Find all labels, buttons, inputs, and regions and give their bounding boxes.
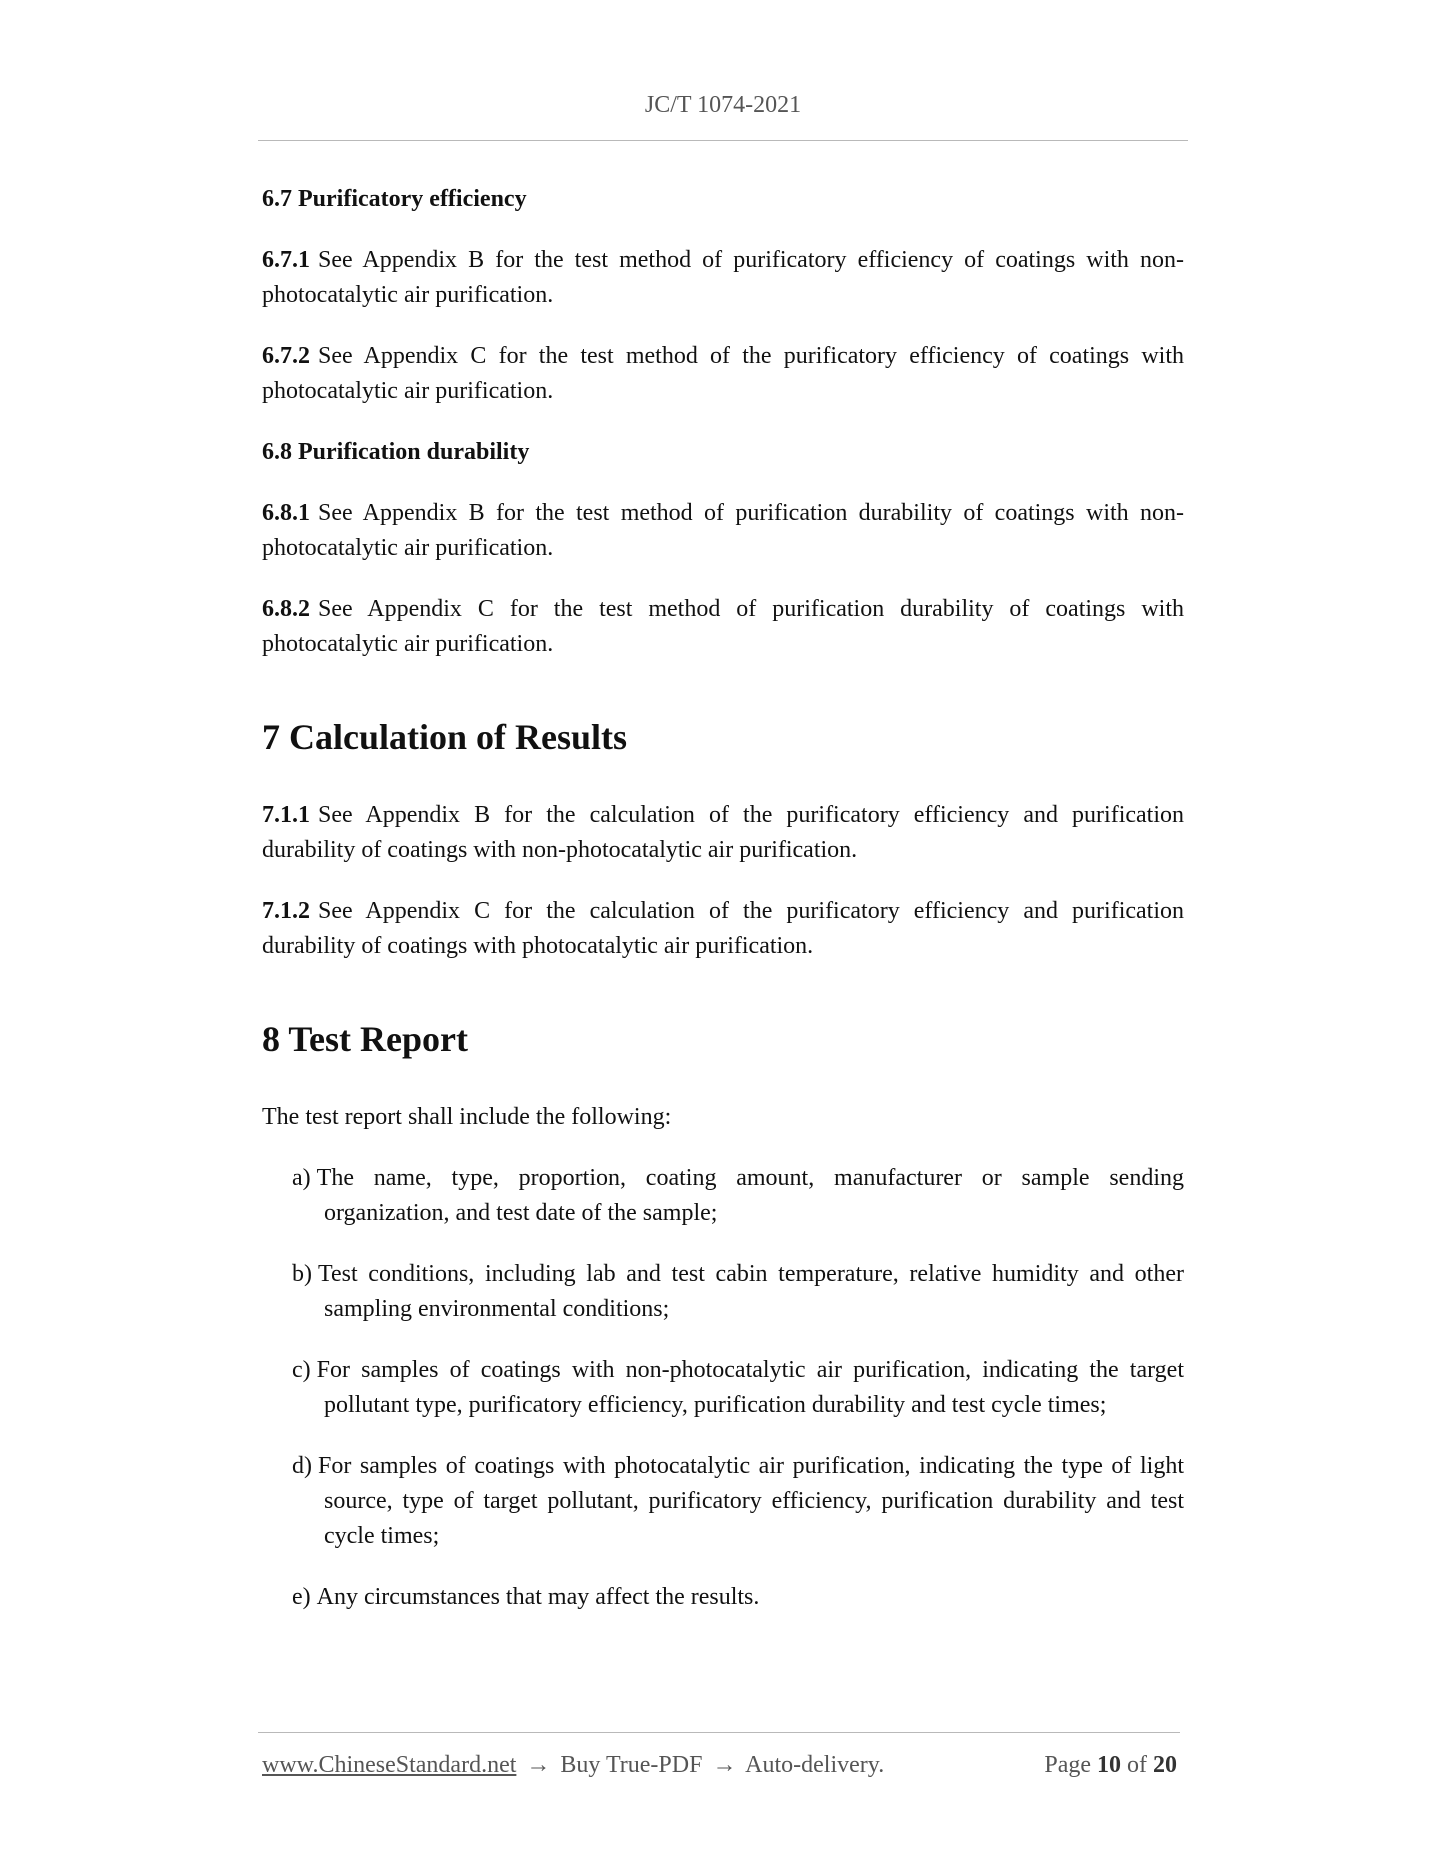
auto-delivery-text: Auto-delivery. (745, 1752, 885, 1778)
page-label: Page (1044, 1752, 1091, 1778)
list-marker: b) (292, 1261, 312, 1287)
list-item (292, 1580, 1184, 1615)
header-divider (258, 140, 1188, 141)
buy-true-pdf-text: Buy True-PDF (560, 1752, 703, 1778)
arrow-right-icon: → (712, 1752, 737, 1778)
clause-7-1-1 (262, 798, 1184, 868)
footer-promo (262, 1752, 884, 1779)
clause-text: See Appendix B for the test method of purificatory efficiency of coatings with non-photocatalytic air purification. (262, 247, 1184, 308)
clause-number: 6.8.1 (262, 500, 310, 526)
clause-number: 7.1.1 (262, 802, 310, 828)
clause-text: See Appendix B for the test method of purification durability of coatings with non-photocatalytic air purification. (262, 500, 1184, 561)
list-item (292, 1353, 1184, 1423)
heading-section-7: 7 Calculation of Results (262, 717, 628, 757)
clause-number: 6.7.1 (262, 247, 310, 273)
list-item (292, 1161, 1184, 1231)
list-marker: a) (292, 1165, 311, 1191)
list-item-text: The name, type, proportion, coating amount, manufacturer or sample sending organization, and test date of the sample; (316, 1165, 1184, 1226)
list-item-text: Test conditions, including lab and test cabin temperature, relative humidity and other sampling environmental conditions; (318, 1261, 1184, 1322)
clause-6-7-1 (262, 243, 1184, 313)
clause-6-8-2 (262, 592, 1184, 662)
current-page-number: 10 (1097, 1752, 1121, 1778)
heading-6-7: 6.7 Purificatory efficiency (262, 186, 527, 212)
page-number (1044, 1752, 1177, 1779)
test-report-list (262, 1161, 1184, 1615)
clause-text: See Appendix C for the calculation of the purificatory efficiency and purification durability of coatings with photocatalytic air purification. (262, 898, 1184, 959)
list-item-text: For samples of coatings with photocatalytic air purification, indicating the type of light source, type of target pollutant, purificatory efficiency, purification durability and test cycle times; (318, 1453, 1184, 1549)
clause-6-8-1 (262, 496, 1184, 566)
heading-6-8: 6.8 Purification durability (262, 439, 530, 465)
clause-text: See Appendix B for the calculation of the purificatory efficiency and purification durability of coatings with non-photocatalytic air purification. (262, 802, 1184, 863)
arrow-right-icon: → (526, 1752, 551, 1778)
list-marker: c) (292, 1357, 311, 1383)
list-item (292, 1257, 1184, 1327)
clause-number: 6.7.2 (262, 343, 310, 369)
total-page-number: 20 (1153, 1752, 1177, 1778)
list-marker: d) (292, 1453, 312, 1479)
heading-section-8: 8 Test Report (262, 1019, 468, 1059)
of-label: of (1127, 1752, 1147, 1778)
clause-number: 7.1.2 (262, 898, 310, 924)
footer-divider (258, 1732, 1180, 1733)
page-content (262, 182, 1184, 1641)
clause-text: See Appendix C for the test method of purification durability of coatings with photocatalytic air purification. (262, 596, 1184, 657)
page-header-title: JC/T 1074-2021 (644, 92, 802, 118)
list-item (292, 1449, 1184, 1554)
test-report-intro: The test report shall include the following: (262, 1104, 672, 1130)
list-marker: e) (292, 1584, 311, 1610)
list-item-text: For samples of coatings with non-photocatalytic air purification, indicating the target pollutant type, purificatory efficiency, purification durability and test cycle times; (316, 1357, 1184, 1418)
clause-7-1-2 (262, 894, 1184, 964)
website-link[interactable]: www.ChineseStandard.net (262, 1752, 517, 1778)
list-item-text: Any circumstances that may affect the results. (316, 1584, 760, 1610)
clause-6-7-2 (262, 339, 1184, 409)
clause-text: See Appendix C for the test method of the purificatory efficiency of coatings with photocatalytic air purification. (262, 343, 1184, 404)
clause-number: 6.8.2 (262, 596, 310, 622)
